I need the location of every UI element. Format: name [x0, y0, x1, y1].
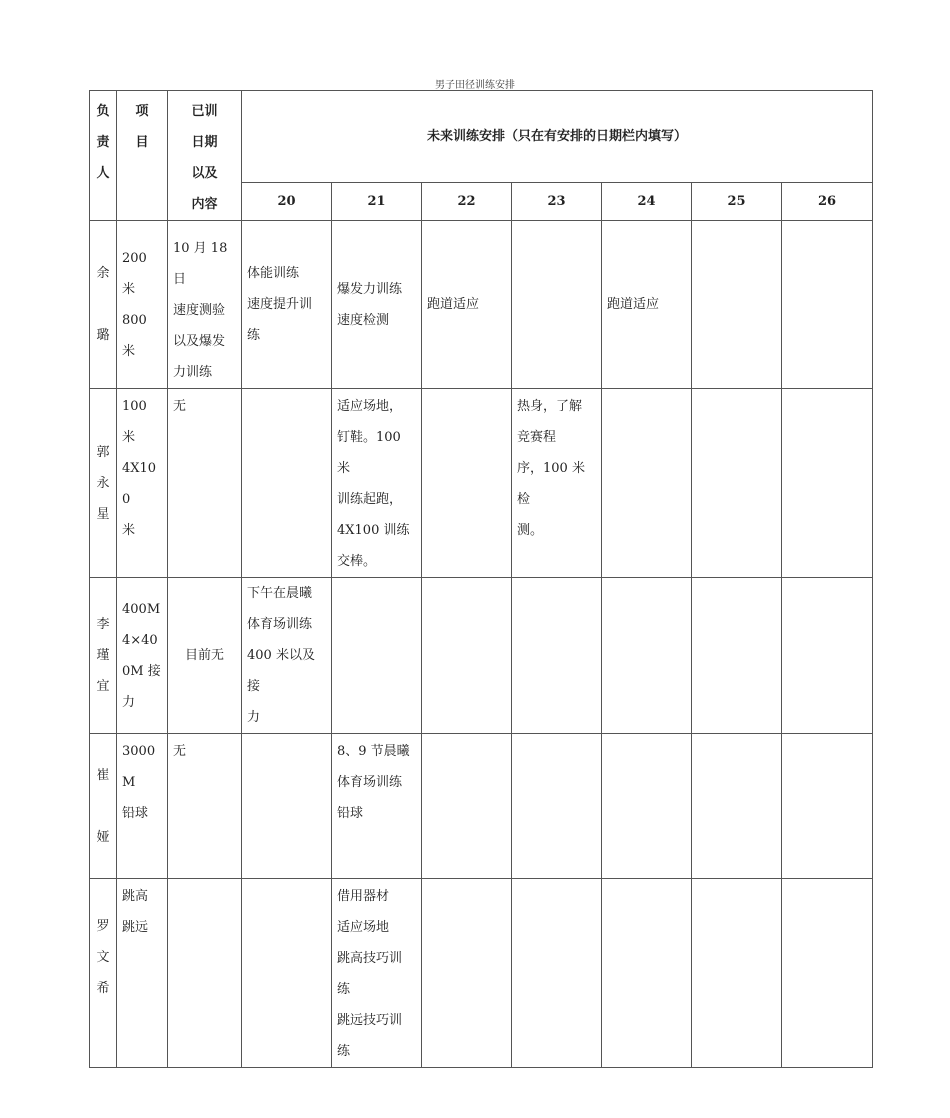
day-cell	[692, 221, 782, 389]
day-cell: 体能训练 速度提升训 练	[242, 221, 332, 389]
completed-cell: 目前无	[168, 578, 242, 734]
day-cell	[602, 578, 692, 734]
day-cell	[422, 879, 512, 1068]
table-row	[90, 389, 873, 578]
day-cell	[242, 734, 332, 879]
completed-cell: 10 月 18 日 速度测验 以及爆发 力训练	[168, 221, 242, 389]
day-cell	[512, 879, 602, 1068]
day-header-20: 20	[242, 182, 332, 220]
day-cell	[692, 389, 782, 578]
person-cell: 郭 永 星	[90, 389, 117, 578]
header-person: 负 责 人	[90, 91, 117, 221]
document-title: 男子田径训练安排	[435, 80, 515, 91]
day-header-24: 24	[602, 182, 692, 220]
completed-cell: 无	[168, 734, 242, 879]
day-cell: 下午在晨曦 体育场训练 400 米以及接 力	[242, 578, 332, 734]
header-completed-training: 已训 日期 以及 内容	[168, 91, 242, 221]
day-cell	[782, 578, 873, 734]
day-cell	[332, 578, 422, 734]
day-cell	[602, 734, 692, 879]
day-cell: 热身，了解 竞赛程 序，100 米检 测。	[512, 389, 602, 578]
completed-cell: 无	[168, 389, 242, 578]
day-cell	[512, 578, 602, 734]
event-cell: 400M 4×40 0M 接 力	[117, 578, 168, 734]
day-cell	[692, 879, 782, 1068]
day-cell: 跑道适应	[602, 221, 692, 389]
event-cell: 100 米 4X100 米	[117, 389, 168, 578]
day-cell	[782, 734, 873, 879]
day-cell	[782, 221, 873, 389]
day-cell: 爆发力训练 速度检测	[332, 221, 422, 389]
header-event: 项 目	[117, 91, 168, 221]
person-cell: 余 璐	[90, 221, 117, 389]
day-cell	[422, 578, 512, 734]
day-header-25: 25	[692, 182, 782, 220]
day-cell	[512, 734, 602, 879]
day-cell	[422, 389, 512, 578]
table-row	[90, 578, 873, 734]
day-cell	[692, 734, 782, 879]
day-cell	[782, 389, 873, 578]
person-cell: 崔 娅	[90, 734, 117, 879]
event-cell: 3000M 铅球	[117, 734, 168, 879]
header-future-schedule: 未来训练安排（只在有安排的日期栏内填写）	[242, 91, 873, 183]
day-header-26: 26	[782, 182, 873, 220]
event-cell: 跳高 跳远	[117, 879, 168, 1068]
day-cell: 8、9 节晨曦 体育场训练 铅球	[332, 734, 422, 879]
person-cell: 李 瑾 宜	[90, 578, 117, 734]
day-header-22: 22	[422, 182, 512, 220]
day-cell: 跑道适应	[422, 221, 512, 389]
day-cell	[512, 221, 602, 389]
person-cell: 罗 文 希	[90, 879, 117, 1068]
day-cell	[242, 879, 332, 1068]
event-cell: 200 米 800 米	[117, 221, 168, 389]
day-header-23: 23	[512, 182, 602, 220]
day-cell	[602, 879, 692, 1068]
day-cell	[422, 734, 512, 879]
day-cell	[692, 578, 782, 734]
completed-cell	[168, 879, 242, 1068]
training-schedule-table	[89, 90, 873, 1068]
day-cell: 适应场地， 钉鞋。100 米 训练起跑， 4X100 训练 交棒。	[332, 389, 422, 578]
day-cell: 借用器材 适应场地 跳高技巧训 练 跳远技巧训 练	[332, 879, 422, 1068]
day-cell	[782, 879, 873, 1068]
day-cell	[242, 389, 332, 578]
table-row	[90, 221, 873, 389]
table-row	[90, 734, 873, 879]
day-cell	[602, 389, 692, 578]
day-header-21: 21	[332, 182, 422, 220]
table-row	[90, 879, 873, 1068]
